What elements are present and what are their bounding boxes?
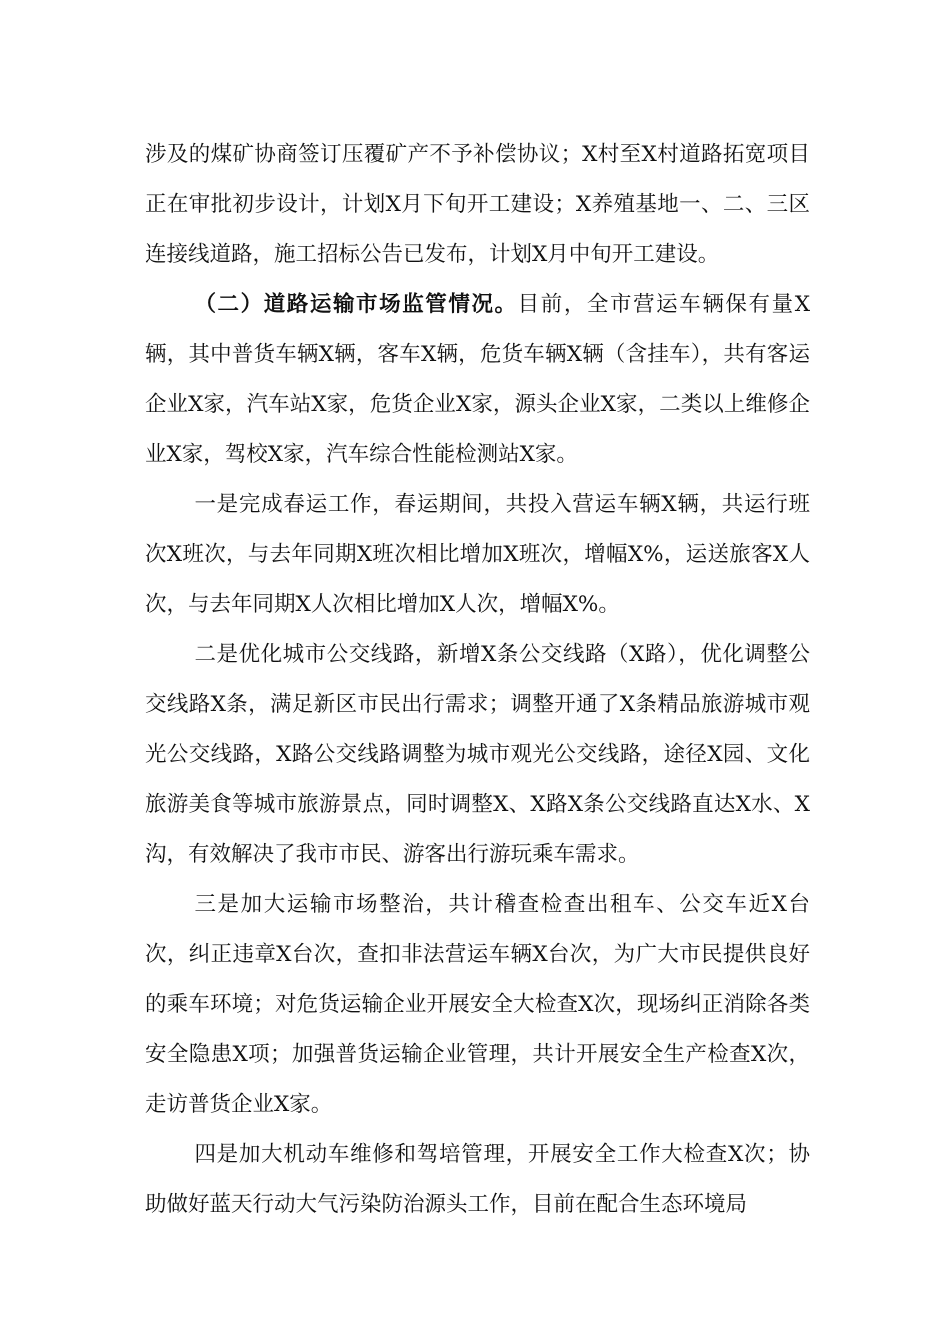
paragraph-1 <box>145 130 810 280</box>
paragraph-3 <box>145 480 810 630</box>
paragraph-text: 涉及的煤矿协商签订压覆矿产不予补偿协议；X村至X村道路拓宽项目正在审批初步设计，计划X月下旬开工建设；X养殖基地一、二、三区连接线道路，施工招标公告已发布，计划X月中旬开工建设。 <box>145 142 810 267</box>
paragraph-text: 一是完成春运工作，春运期间，共投入营运车辆X辆，共运行班次X班次，与去年同期X班次相比增加X班次，增幅X%，运送旅客X人次，与去年同期X人次相比增加X人次，增幅X%。 <box>145 492 810 617</box>
paragraph-text: 四是加大机动车维修和驾培管理，开展安全工作大检查X次；协助做好蓝天行动大气污染防治源头工作，目前在配合生态环境局 <box>145 1142 810 1217</box>
paragraph-text: 二是优化城市公交线路，新增X条公交线路（X路），优化调整公交线路X条，满足新区市民出行需求；调整开通了X条精品旅游城市观光公交线路，X路公交线路调整为城市观光公交线路，途径X园、文化旅游美食等城市旅游景点，同时调整X、X路X条公交线路直达X水、X沟，有效解决了我市市民、游客出行游玩乘车需求。 <box>145 642 810 867</box>
paragraph-text: 目前，全市营运车辆保有量X辆，其中普货车辆X辆，客车X辆，危货车辆X辆（含挂车），共有客运企业X家，汽车站X家，危货企业X家，源头企业X家，二类以上维修企业X家，驾校X家，汽车综合性能检测站X家。 <box>145 292 810 467</box>
section-heading: （二）道路运输市场监管情况。 <box>194 292 518 317</box>
paragraph-4 <box>145 630 810 880</box>
paragraph-text: 三是加大运输市场整治，共计稽查检查出租车、公交车近X台次，纠正违章X台次，查扣非法营运车辆X台次，为广大市民提供良好的乘车环境；对危货运输企业开展安全大检查X次，现场纠正消除各类安全隐患X项；加强普货运输企业管理，共计开展安全生产检查X次，走访普货企业X家。 <box>145 892 810 1117</box>
paragraph-5 <box>145 880 810 1130</box>
document-body <box>145 130 810 1230</box>
paragraph-6 <box>145 1130 810 1230</box>
paragraph-2 <box>145 280 810 480</box>
